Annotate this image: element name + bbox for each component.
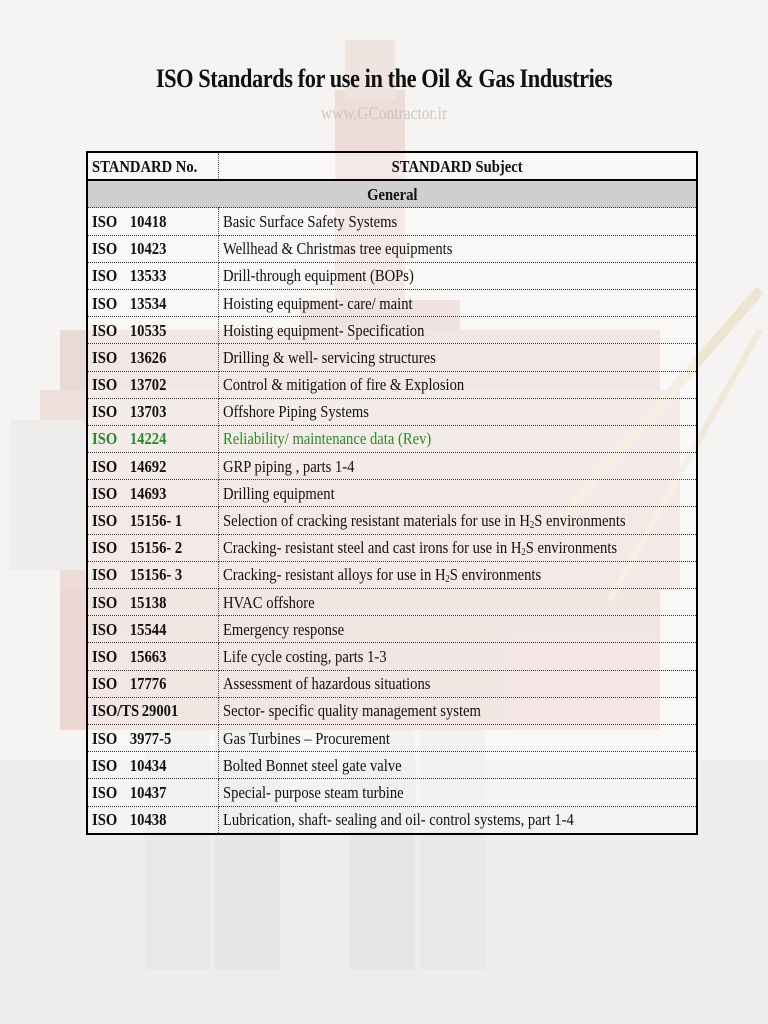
standard-subject: Sector- specific quality management system xyxy=(223,701,482,721)
standard-number: 10438 xyxy=(129,810,167,830)
standard-subject: Emergency response xyxy=(223,619,345,639)
table-row xyxy=(87,398,697,425)
table-row xyxy=(87,507,697,534)
table-row xyxy=(87,344,697,371)
standard-subject-cell xyxy=(219,752,697,779)
table-row xyxy=(87,616,697,643)
table-row xyxy=(87,697,697,724)
standard-subject: Drilling & well- servicing structures xyxy=(223,347,437,367)
watermark-text: www.GContractor.ir xyxy=(320,103,448,123)
standard-prefix: ISO xyxy=(92,211,118,231)
standard-subject: HVAC offshore xyxy=(223,592,316,612)
standard-subject-cell xyxy=(219,480,697,507)
standard-subject-cell xyxy=(219,507,697,534)
table-row xyxy=(87,425,697,452)
standard-prefix: ISO xyxy=(92,429,118,449)
standard-subject-cell xyxy=(219,724,697,751)
table-row xyxy=(87,453,697,480)
table-row xyxy=(87,561,697,588)
group-header-row xyxy=(87,180,697,208)
standard-number: 15156- 1 xyxy=(129,511,183,531)
standard-prefix: ISO xyxy=(92,239,118,259)
table-row xyxy=(87,208,697,235)
standard-subject-suffix: S environments xyxy=(534,511,627,531)
standard-prefix: ISO xyxy=(92,266,118,286)
standard-number-cell xyxy=(87,616,219,643)
standard-subject: Assessment of hazardous situations xyxy=(223,674,431,694)
table-row xyxy=(87,480,697,507)
standard-number: 13534 xyxy=(129,293,167,313)
standard-number: 14224 xyxy=(129,429,167,449)
standard-subject: Reliability/ maintenance data (Rev) xyxy=(223,429,432,449)
standard-subject: Cracking- resistant alloys for use in H xyxy=(223,565,446,585)
standard-prefix: ISO xyxy=(92,293,118,313)
table-row xyxy=(87,317,697,344)
standard-subject: Wellhead & Christmas tree equipments xyxy=(223,239,453,259)
standard-subject-cell xyxy=(219,344,697,371)
standard-number: 14693 xyxy=(129,483,167,503)
standard-number-cell xyxy=(87,344,219,371)
standard-number-cell xyxy=(87,806,219,834)
table-row xyxy=(87,643,697,670)
standard-subject: Selection of cracking resistant materials for use in H xyxy=(223,511,531,531)
standard-prefix: ISO xyxy=(92,320,118,340)
standard-prefix: ISO xyxy=(92,565,118,585)
table-row xyxy=(87,534,697,561)
standard-subject: Special- purpose steam turbine xyxy=(223,782,405,802)
subscript: 2 xyxy=(521,547,527,559)
standard-subject-cell xyxy=(219,262,697,289)
standard-subject: Lubrication, shaft- sealing and oil- control systems, part 1-4 xyxy=(223,810,575,830)
page-title: ISO Standards for use in the Oil & Gas Industries xyxy=(155,64,613,93)
standard-number-cell xyxy=(87,752,219,779)
standard-number: 10423 xyxy=(129,239,167,259)
standard-subject-cell xyxy=(219,806,697,834)
standard-subject: Bolted Bonnet steel gate valve xyxy=(223,755,403,775)
standard-number: 14692 xyxy=(129,456,167,476)
table-row xyxy=(87,235,697,262)
standard-subject-cell xyxy=(219,453,697,480)
standard-subject-suffix: S environments xyxy=(526,538,618,558)
standard-subject-cell xyxy=(219,589,697,616)
standard-number: 15138 xyxy=(129,592,167,612)
standard-prefix: ISO xyxy=(92,728,118,748)
standard-prefix: ISO xyxy=(92,375,118,395)
standard-subject: Life cycle costing, parts 1-3 xyxy=(223,646,388,666)
standard-prefix: ISO xyxy=(92,511,118,531)
standard-number: 29001 xyxy=(141,701,179,721)
standard-number: 13533 xyxy=(129,266,167,286)
standard-number-cell xyxy=(87,208,219,235)
standard-number-cell xyxy=(87,643,219,670)
standard-subject-cell xyxy=(219,235,697,262)
standard-subject-cell xyxy=(219,779,697,806)
standard-prefix: ISO xyxy=(92,810,118,830)
standard-number-cell xyxy=(87,589,219,616)
standard-number-cell xyxy=(87,724,219,751)
standard-number: 17776 xyxy=(129,674,167,694)
table-row xyxy=(87,262,697,289)
standard-subject: Offshore Piping Systems xyxy=(223,402,370,422)
table-row xyxy=(87,752,697,779)
table-row xyxy=(87,589,697,616)
standard-number-cell xyxy=(87,670,219,697)
standard-number: 13702 xyxy=(129,375,167,395)
standard-number-cell xyxy=(87,262,219,289)
standard-number-cell xyxy=(87,317,219,344)
standard-subject: Gas Turbines – Procurement xyxy=(223,728,391,748)
standard-prefix: ISO xyxy=(92,646,118,666)
table-row xyxy=(87,371,697,398)
group-label: General xyxy=(87,180,697,208)
standard-subject-cell xyxy=(219,398,697,425)
standard-number: 3977-5 xyxy=(129,728,172,748)
standard-number-cell xyxy=(87,534,219,561)
standard-subject-cell xyxy=(219,425,697,452)
table-row xyxy=(87,670,697,697)
standard-subject: Drilling equipment xyxy=(223,483,336,503)
standard-prefix: ISO xyxy=(92,592,118,612)
standard-prefix: ISO xyxy=(92,402,118,422)
standard-prefix: ISO xyxy=(92,755,118,775)
standard-number-cell xyxy=(87,697,219,724)
header-standard-subject: STANDARD Subject xyxy=(219,152,697,180)
standard-prefix: ISO xyxy=(92,483,118,503)
standard-number-cell xyxy=(87,289,219,316)
standard-number: 15544 xyxy=(129,619,167,639)
header-standard-no: STANDARD No. xyxy=(87,152,219,180)
standard-subject: GRP piping , parts 1-4 xyxy=(223,456,355,476)
standard-subject-cell xyxy=(219,561,697,588)
standard-number-cell xyxy=(87,425,219,452)
standard-number: 13703 xyxy=(129,402,167,422)
standard-number: 10418 xyxy=(129,211,167,231)
standard-subject-cell xyxy=(219,616,697,643)
standard-subject: Drill-through equipment (BOPs) xyxy=(223,266,415,286)
standard-subject-cell xyxy=(219,289,697,316)
standard-subject-cell xyxy=(219,371,697,398)
standard-prefix: ISO xyxy=(92,456,118,476)
standard-subject: Control & mitigation of fire & Explosion xyxy=(223,375,465,395)
standard-number-cell xyxy=(87,235,219,262)
standard-number-cell xyxy=(87,371,219,398)
standard-number-cell xyxy=(87,507,219,534)
standard-number: 10535 xyxy=(129,320,167,340)
standard-number: 15156- 2 xyxy=(129,538,183,558)
standard-subject-cell xyxy=(219,643,697,670)
standard-subject-suffix: S environments xyxy=(450,565,542,585)
table-row xyxy=(87,289,697,316)
standard-prefix: ISO/TS xyxy=(92,701,140,721)
subscript: 2 xyxy=(445,574,451,586)
table-row xyxy=(87,806,697,834)
standard-subject: Basic Surface Safety Systems xyxy=(223,211,398,231)
standard-number: 10434 xyxy=(129,755,167,775)
standard-prefix: ISO xyxy=(92,782,118,802)
subscript: 2 xyxy=(530,520,535,532)
standard-number: 15663 xyxy=(129,646,167,666)
table-row xyxy=(87,779,697,806)
standard-subject: Cracking- resistant steel and cast irons for use in H xyxy=(223,538,522,558)
standard-subject-cell xyxy=(219,697,697,724)
standard-subject-cell xyxy=(219,534,697,561)
standards-table xyxy=(86,151,698,835)
standard-number-cell xyxy=(87,480,219,507)
standard-number: 13626 xyxy=(129,347,167,367)
standard-prefix: ISO xyxy=(92,674,118,694)
standard-subject-cell xyxy=(219,208,697,235)
standard-number-cell xyxy=(87,561,219,588)
standard-number: 10437 xyxy=(129,782,167,802)
standard-number: 15156- 3 xyxy=(129,565,183,585)
standard-subject-cell xyxy=(219,670,697,697)
standard-prefix: ISO xyxy=(92,619,118,639)
standard-prefix: ISO xyxy=(92,347,118,367)
standard-prefix: ISO xyxy=(92,538,118,558)
table-header-row xyxy=(87,152,697,180)
standard-number-cell xyxy=(87,779,219,806)
standard-subject: Hoisting equipment- care/ maint xyxy=(223,293,414,313)
standard-subject-cell xyxy=(219,317,697,344)
standard-number-cell xyxy=(87,398,219,425)
table-row xyxy=(87,724,697,751)
standard-subject: Hoisting equipment- Specification xyxy=(223,320,425,340)
standard-number-cell xyxy=(87,453,219,480)
